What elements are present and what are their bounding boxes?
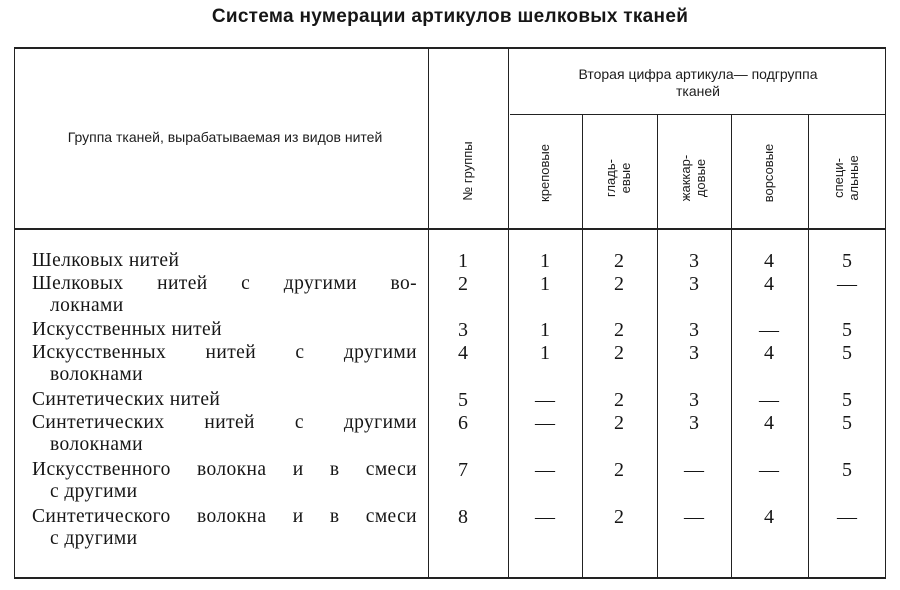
subgroup-header-krepovye: креповые bbox=[537, 144, 552, 202]
row-group-name-line: Шелковых нитей bbox=[32, 250, 180, 271]
row-group-number: 6 bbox=[458, 412, 468, 434]
row-group-number: 3 bbox=[458, 319, 468, 341]
row-group-name-line: Синтетических нитей с другими bbox=[32, 412, 417, 433]
row-subgroup-value: 1 bbox=[540, 273, 550, 295]
subgroup-header-gladevye: гладь- евые bbox=[603, 159, 633, 197]
row-subgroup-value: 2 bbox=[614, 273, 624, 295]
row-subgroup-value: 2 bbox=[614, 342, 624, 364]
row-group-name-continuation: с другими bbox=[50, 481, 138, 502]
row-subgroup-value: — bbox=[759, 319, 779, 341]
header-bottom-rule bbox=[14, 228, 886, 230]
row-group-name-line: Искусственных нитей с другими bbox=[32, 342, 417, 363]
table-bottom-rule bbox=[14, 577, 886, 579]
row-group-name bbox=[32, 389, 417, 411]
row-subgroup-value: 4 bbox=[764, 412, 774, 434]
row-group-number: 1 bbox=[458, 250, 468, 272]
row-group-name-line: Искусственного волокна и в смеси bbox=[32, 459, 417, 480]
row-group-name-continuation: локнами bbox=[50, 295, 124, 316]
row-subgroup-value: 4 bbox=[764, 273, 774, 295]
row-subgroup-value: 3 bbox=[689, 250, 699, 272]
row-subgroup-value: 2 bbox=[614, 389, 624, 411]
row-subgroup-value: 2 bbox=[614, 506, 624, 528]
table-top-rule bbox=[14, 47, 886, 49]
row-subgroup-value: 1 bbox=[540, 250, 550, 272]
row-subgroup-value: — bbox=[684, 506, 704, 528]
row-subgroup-value: 3 bbox=[689, 389, 699, 411]
row-subgroup-value: 2 bbox=[614, 459, 624, 481]
row-subgroup-value: 3 bbox=[689, 273, 699, 295]
row-subgroup-value: — bbox=[759, 389, 779, 411]
row-subgroup-value: — bbox=[759, 459, 779, 481]
row-group-name-continuation: волокнами bbox=[50, 364, 143, 385]
row-subgroup-value: 4 bbox=[764, 506, 774, 528]
row-subgroup-value: 5 bbox=[842, 319, 852, 341]
subgroup-header-specialnye: специ- альные bbox=[831, 155, 861, 201]
sub-col-divider-2 bbox=[657, 114, 658, 578]
row-subgroup-value: — bbox=[535, 389, 555, 411]
sub-col-divider-4 bbox=[808, 114, 809, 578]
row-subgroup-value: 5 bbox=[842, 412, 852, 434]
row-group-number: 2 bbox=[458, 273, 468, 295]
row-subgroup-value: 3 bbox=[689, 412, 699, 434]
row-group-name bbox=[32, 273, 417, 317]
row-group-name-continuation: волокнами bbox=[50, 434, 143, 455]
row-group-number: 4 bbox=[458, 342, 468, 364]
row-subgroup-value: 4 bbox=[764, 342, 774, 364]
row-subgroup-value: 3 bbox=[689, 319, 699, 341]
row-subgroup-value: — bbox=[535, 459, 555, 481]
subgroup-header-vorsovye: ворсовые bbox=[761, 143, 776, 203]
row-group-name-line: Синтетических нитей bbox=[32, 389, 221, 410]
row-group-number: 8 bbox=[458, 506, 468, 528]
row-group-name bbox=[32, 342, 417, 386]
row-subgroup-value: 1 bbox=[540, 342, 550, 364]
group-column-header: Группа тканей, вырабатываемая из видов нитей bbox=[67, 129, 383, 145]
row-group-name-continuation: с другими bbox=[50, 528, 138, 549]
sub-col-divider-3 bbox=[731, 114, 732, 578]
row-group-name bbox=[32, 459, 417, 503]
row-subgroup-value: 5 bbox=[842, 389, 852, 411]
row-group-number: 7 bbox=[458, 459, 468, 481]
row-subgroup-value: 5 bbox=[842, 342, 852, 364]
row-subgroup-value: 2 bbox=[614, 412, 624, 434]
num-col-divider bbox=[508, 47, 509, 578]
row-group-name bbox=[32, 506, 417, 550]
table-right-border bbox=[885, 47, 886, 578]
group-number-header: № группы bbox=[460, 141, 475, 201]
group-col-divider bbox=[428, 47, 429, 578]
row-group-name bbox=[32, 412, 417, 456]
sub-col-divider-1 bbox=[582, 114, 583, 578]
row-group-name-line: Искусственных нитей bbox=[32, 319, 222, 340]
row-group-name bbox=[32, 319, 417, 341]
row-subgroup-value: — bbox=[535, 412, 555, 434]
row-group-number: 5 bbox=[458, 389, 468, 411]
row-subgroup-value: 5 bbox=[842, 250, 852, 272]
table-left-border bbox=[14, 47, 15, 578]
subgroup-header: Вторая цифра артикула— подгруппа тканей bbox=[578, 66, 818, 99]
page-title: Система нумерации артикулов шелковых тканей bbox=[211, 6, 689, 27]
row-subgroup-value: — bbox=[535, 506, 555, 528]
row-subgroup-value: 1 bbox=[540, 319, 550, 341]
row-group-name bbox=[32, 250, 417, 272]
row-subgroup-value: — bbox=[837, 506, 857, 528]
row-subgroup-value: 3 bbox=[689, 342, 699, 364]
row-subgroup-value: — bbox=[837, 273, 857, 295]
row-subgroup-value: 2 bbox=[614, 319, 624, 341]
row-subgroup-value: — bbox=[684, 459, 704, 481]
row-group-name-line: Шелковых нитей с другими во- bbox=[32, 273, 417, 294]
row-subgroup-value: 5 bbox=[842, 459, 852, 481]
row-subgroup-value: 4 bbox=[764, 250, 774, 272]
row-group-name-line: Синтетического волокна и в смеси bbox=[32, 506, 417, 527]
subgroup-header-rule bbox=[510, 114, 886, 115]
row-subgroup-value: 2 bbox=[614, 250, 624, 272]
subgroup-header-zhakkardovye: жаккар- довые bbox=[678, 154, 708, 202]
